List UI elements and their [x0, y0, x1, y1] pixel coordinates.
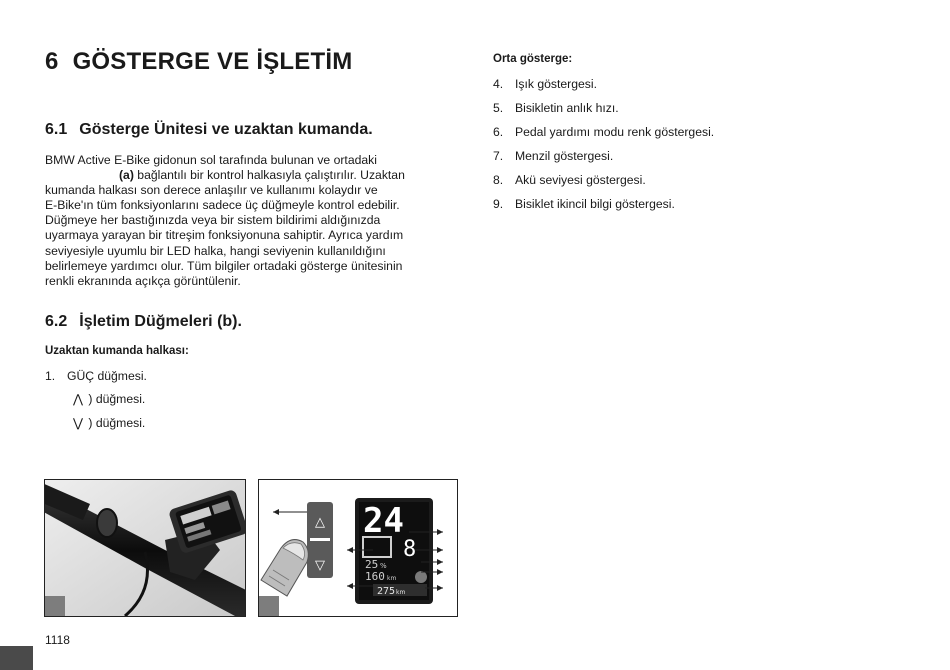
section-6-2-number: 6.2 — [45, 313, 68, 330]
list-item-text: GÜÇ düğmesi. — [67, 369, 147, 383]
list-item-number: 4. — [493, 77, 504, 91]
list-item — [493, 173, 646, 187]
section-6-1-heading — [45, 121, 373, 139]
list-item-number: 6. — [493, 125, 504, 139]
range-readout: 160 — [365, 570, 385, 583]
page-tab-marker — [0, 646, 33, 670]
down-chevron-icon: ⋁ — [73, 416, 83, 430]
list-item-number: 7. — [493, 149, 504, 163]
remote-down-button: ▽ — [315, 558, 325, 573]
section-6-2-heading — [45, 313, 242, 331]
odometer-unit: km — [396, 589, 406, 596]
para-line: renkli ekranında açıkça görüntülenir. — [45, 273, 241, 288]
assist-level-readout: 8 — [403, 537, 417, 562]
remote-power-button — [310, 538, 330, 541]
display-subheading: Orta gösterge: — [493, 53, 573, 65]
remote-up-button: △ — [315, 515, 325, 530]
list-item-text: ) düğmesi. — [85, 416, 146, 430]
list-item-text: ) düğmesi. — [85, 392, 146, 406]
battery-unit: % — [380, 562, 387, 570]
ref-a: (a) — [119, 168, 134, 183]
para-line: E-Bike'ın tüm fonksiyonlarını sadece üç düğmeyle kontrol edebilir. — [45, 198, 400, 213]
assist-mode-icon — [415, 571, 427, 583]
list-item — [73, 392, 145, 406]
figure-a-corner-marker — [45, 596, 65, 616]
list-item-text: Bisikletin anlık hızı. — [515, 101, 619, 115]
up-chevron-icon: ⋀ — [73, 392, 83, 406]
list-item-number: 9. — [493, 197, 504, 211]
display-diagram — [259, 480, 457, 616]
list-item — [493, 197, 675, 211]
chapter-title-text: GÖSTERGE VE İŞLETİM — [72, 48, 353, 75]
page-number: 1118 — [45, 633, 70, 647]
figure-b-corner-marker — [259, 596, 279, 616]
list-item — [493, 101, 619, 115]
section-6-1-title: Gösterge Ünitesi ve uzaktan kumanda. — [79, 121, 373, 138]
remote-subheading: Uzaktan kumanda halkası: — [45, 345, 189, 357]
chapter-number: 6 — [45, 48, 59, 75]
list-item-text: Pedal yardımı modu renk göstergesi. — [515, 125, 715, 139]
figure-b-display-diagram — [258, 479, 458, 617]
thumb-illustration — [261, 540, 308, 596]
list-item-text: Bisiklet ikincil bilgi göstergesi. — [515, 197, 675, 211]
list-item-number: 8. — [493, 173, 504, 187]
list-item — [493, 149, 613, 163]
para-line: bağlantılı bir kontrol halkasıyla çalıştırılır. Uzaktan — [133, 168, 405, 183]
figure-a-handlebar-photo — [44, 479, 246, 617]
list-item-number: 1. — [45, 369, 56, 383]
odometer-readout: 275 — [377, 586, 396, 597]
para-line: uyarmaya yarayan bir titreşim fonksiyonuna sahiptir. Ayrıca yardım — [45, 228, 404, 243]
list-item — [493, 125, 714, 139]
para-line: BMW Active E-Bike gidonun sol tarafında bulunan ve ortadaki — [45, 153, 377, 167]
list-item-text: Akü seviyesi göstergesi. — [515, 173, 646, 187]
section-6-1-paragraph — [45, 153, 445, 289]
handlebar-illustration — [45, 480, 245, 616]
list-item — [73, 416, 145, 430]
battery-percent: 25 — [365, 558, 379, 571]
section-6-2-title: İşletim Düğmeleri (b). — [79, 313, 242, 330]
chapter-title — [45, 48, 352, 76]
list-item-number: 5. — [493, 101, 504, 115]
para-line: kumanda halkası son derece anlaşılır ve kullanımı kolaydır ve — [45, 183, 378, 198]
section-6-1-number: 6.1 — [45, 121, 68, 138]
list-item-text: Menzil göstergesi. — [515, 149, 614, 163]
para-line: Düğmeye her bastığınızda veya bir sistem bildirimi aldığınızda — [45, 213, 381, 228]
speed-readout: 24 — [363, 501, 404, 541]
list-item — [493, 77, 597, 91]
para-line: belirlemeye yardımcı olur. Tüm bilgiler ortadaki gösterge ünitesinin — [45, 258, 403, 273]
list-item-text: Işık göstergesi. — [515, 77, 597, 91]
list-item — [45, 369, 147, 383]
range-unit: km — [387, 575, 397, 582]
para-line: seviyesiyle uyumlu bir LED halka, hangi seviyenin kullanıldığını — [45, 243, 386, 258]
